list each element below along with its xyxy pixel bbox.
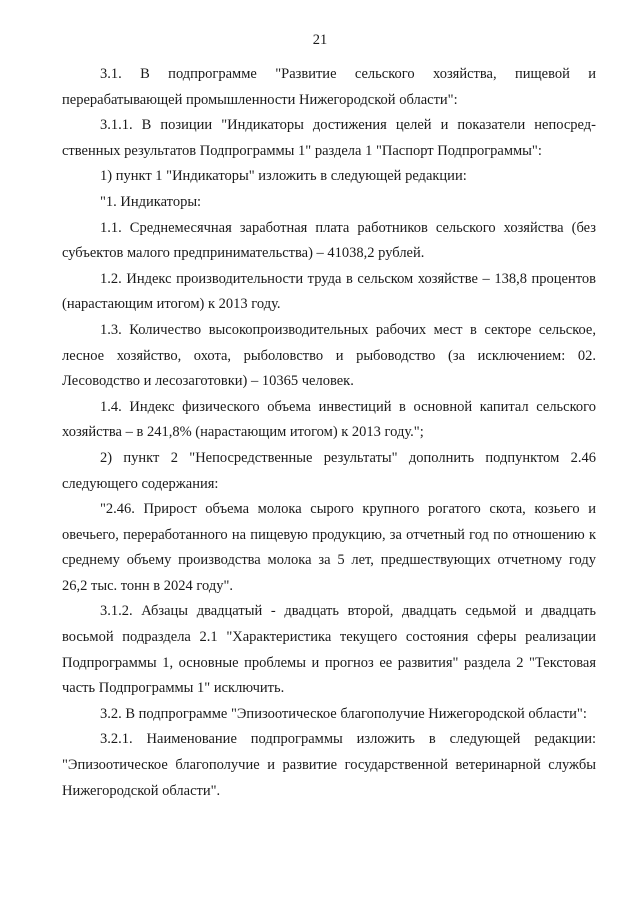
paragraph-3-1-1: 3.1.1. В позиции "Индикаторы достижения целей и показатели непосред-ственных результатов Подпрограммы 1" раздела 1 "Паспорт Подпрограммы": — [62, 117, 596, 159]
page-number: 21 — [312, 32, 328, 48]
paragraph-3-1-2: 3.1.2. Абзацы двадцатый - двадцать второй, двадцать седьмой и двадцать восьмой подраздела 2.1 "Характеристика текущего состояния сферы реализации Подпрограммы 1, основные проблемы и прогноз ее развития" раздела 2 "Текстовая часть Подпрограммы 1" исключить. — [62, 603, 596, 697]
paragraph-item-1: 1) пункт 1 "Индикаторы" изложить в следующей редакции: — [100, 168, 467, 185]
document-body — [62, 62, 596, 804]
paragraph-3-2: 3.2. В подпрограмме "Эпизоотическое благополучие Нижегородской области": — [100, 705, 587, 722]
paragraph-indicators-heading: "1. Индикаторы: — [100, 193, 202, 210]
paragraph-2-46: "2.46. Прирост объема молока сырого крупного рогатого скота, козьего и овечьего, переработанного на пищевую продукцию, за отчетный год по отношению к среднему объему производства молока за 5 лет, предшествующих отчетному году 26,2 тыс. тонн в 2024 году". — [62, 501, 596, 594]
paragraph-1-1: 1.1. Среднемесячная заработная плата работников сельского хозяйства (без субъектов малого предпринимательства) – 41038,2 рублей. — [62, 219, 596, 262]
paragraph-3-1: 3.1. В подпрограмме "Развитие сельского хозяйства, пищевой и перерабатывающей промышленности Нижегородской области": — [62, 66, 596, 108]
paragraph-1-4: 1.4. Индекс физического объема инвестиций в основной капитал сельского хозяйства – в 241,8% (нарастающим итогом) к 2013 году."; — [62, 398, 596, 441]
paragraph-3-2-1: 3.2.1. Наименование подпрограммы изложить в следующей редакции: "Эпизоотическое благополучие и развитие государственной ветеринарной службы Нижегородской области". — [62, 731, 596, 799]
paragraph-1-3: 1.3. Количество высокопроизводительных рабочих мест в секторе сельское, лесное хозяйство, охота, рыболовство и рыбоводство (за исключением: 02. Лесоводство и лесозаготовки) – 10365 человек. — [62, 321, 596, 390]
paragraph-1-2: 1.2. Индекс производительности труда в сельском хозяйстве – 138,8 процентов (нарастающим итогом) к 2013 году. — [62, 270, 596, 313]
paragraph-item-2: 2) пункт 2 "Непосредственные результаты" дополнить подпунктом 2.46 следующего содержания: — [62, 449, 596, 492]
